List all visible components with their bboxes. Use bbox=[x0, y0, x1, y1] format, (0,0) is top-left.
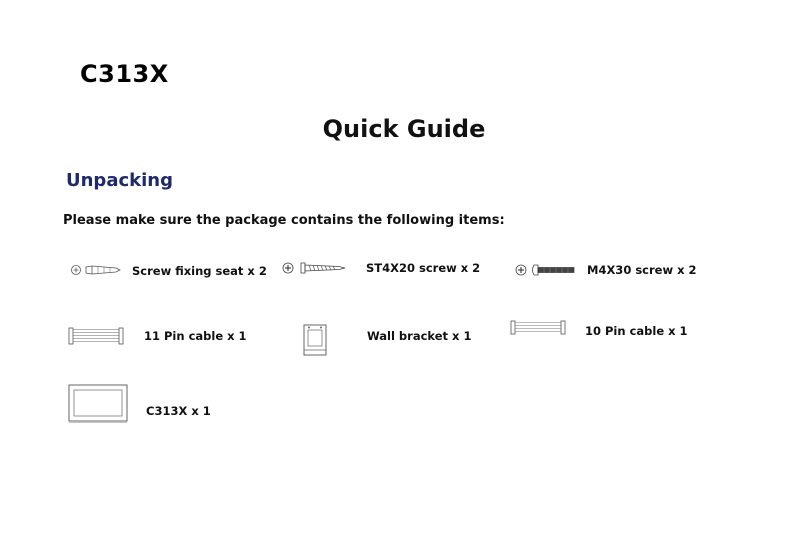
item-label-wall-bracket: Wall bracket x 1 bbox=[367, 329, 472, 343]
item-label-11-pin-cable: 11 Pin cable x 1 bbox=[144, 329, 247, 343]
section-heading: Unpacking bbox=[66, 170, 173, 191]
m4x30-screw-icon bbox=[514, 262, 576, 278]
screw-fixing-seat-icon bbox=[70, 263, 122, 277]
10-pin-cable-icon bbox=[510, 320, 566, 336]
wall-bracket-icon bbox=[302, 323, 328, 357]
item-label-10-pin-cable: 10 Pin cable x 1 bbox=[585, 324, 688, 338]
item-label-screw-fixing-seat: Screw fixing seat x 2 bbox=[132, 264, 267, 278]
item-label-st4x20-screw: ST4X20 screw x 2 bbox=[366, 261, 481, 275]
st4x20-screw-icon bbox=[281, 260, 347, 276]
intro-text: Please make sure the package contains the following items: bbox=[63, 213, 505, 228]
11-pin-cable-icon bbox=[68, 327, 124, 345]
model-name: C313X bbox=[80, 60, 169, 88]
item-label-c313x-unit: C313X x 1 bbox=[146, 404, 211, 418]
page-title: Quick Guide bbox=[322, 115, 486, 143]
item-label-m4x30-screw: M4X30 screw x 2 bbox=[587, 263, 697, 277]
monitor-unit-icon bbox=[68, 384, 128, 424]
